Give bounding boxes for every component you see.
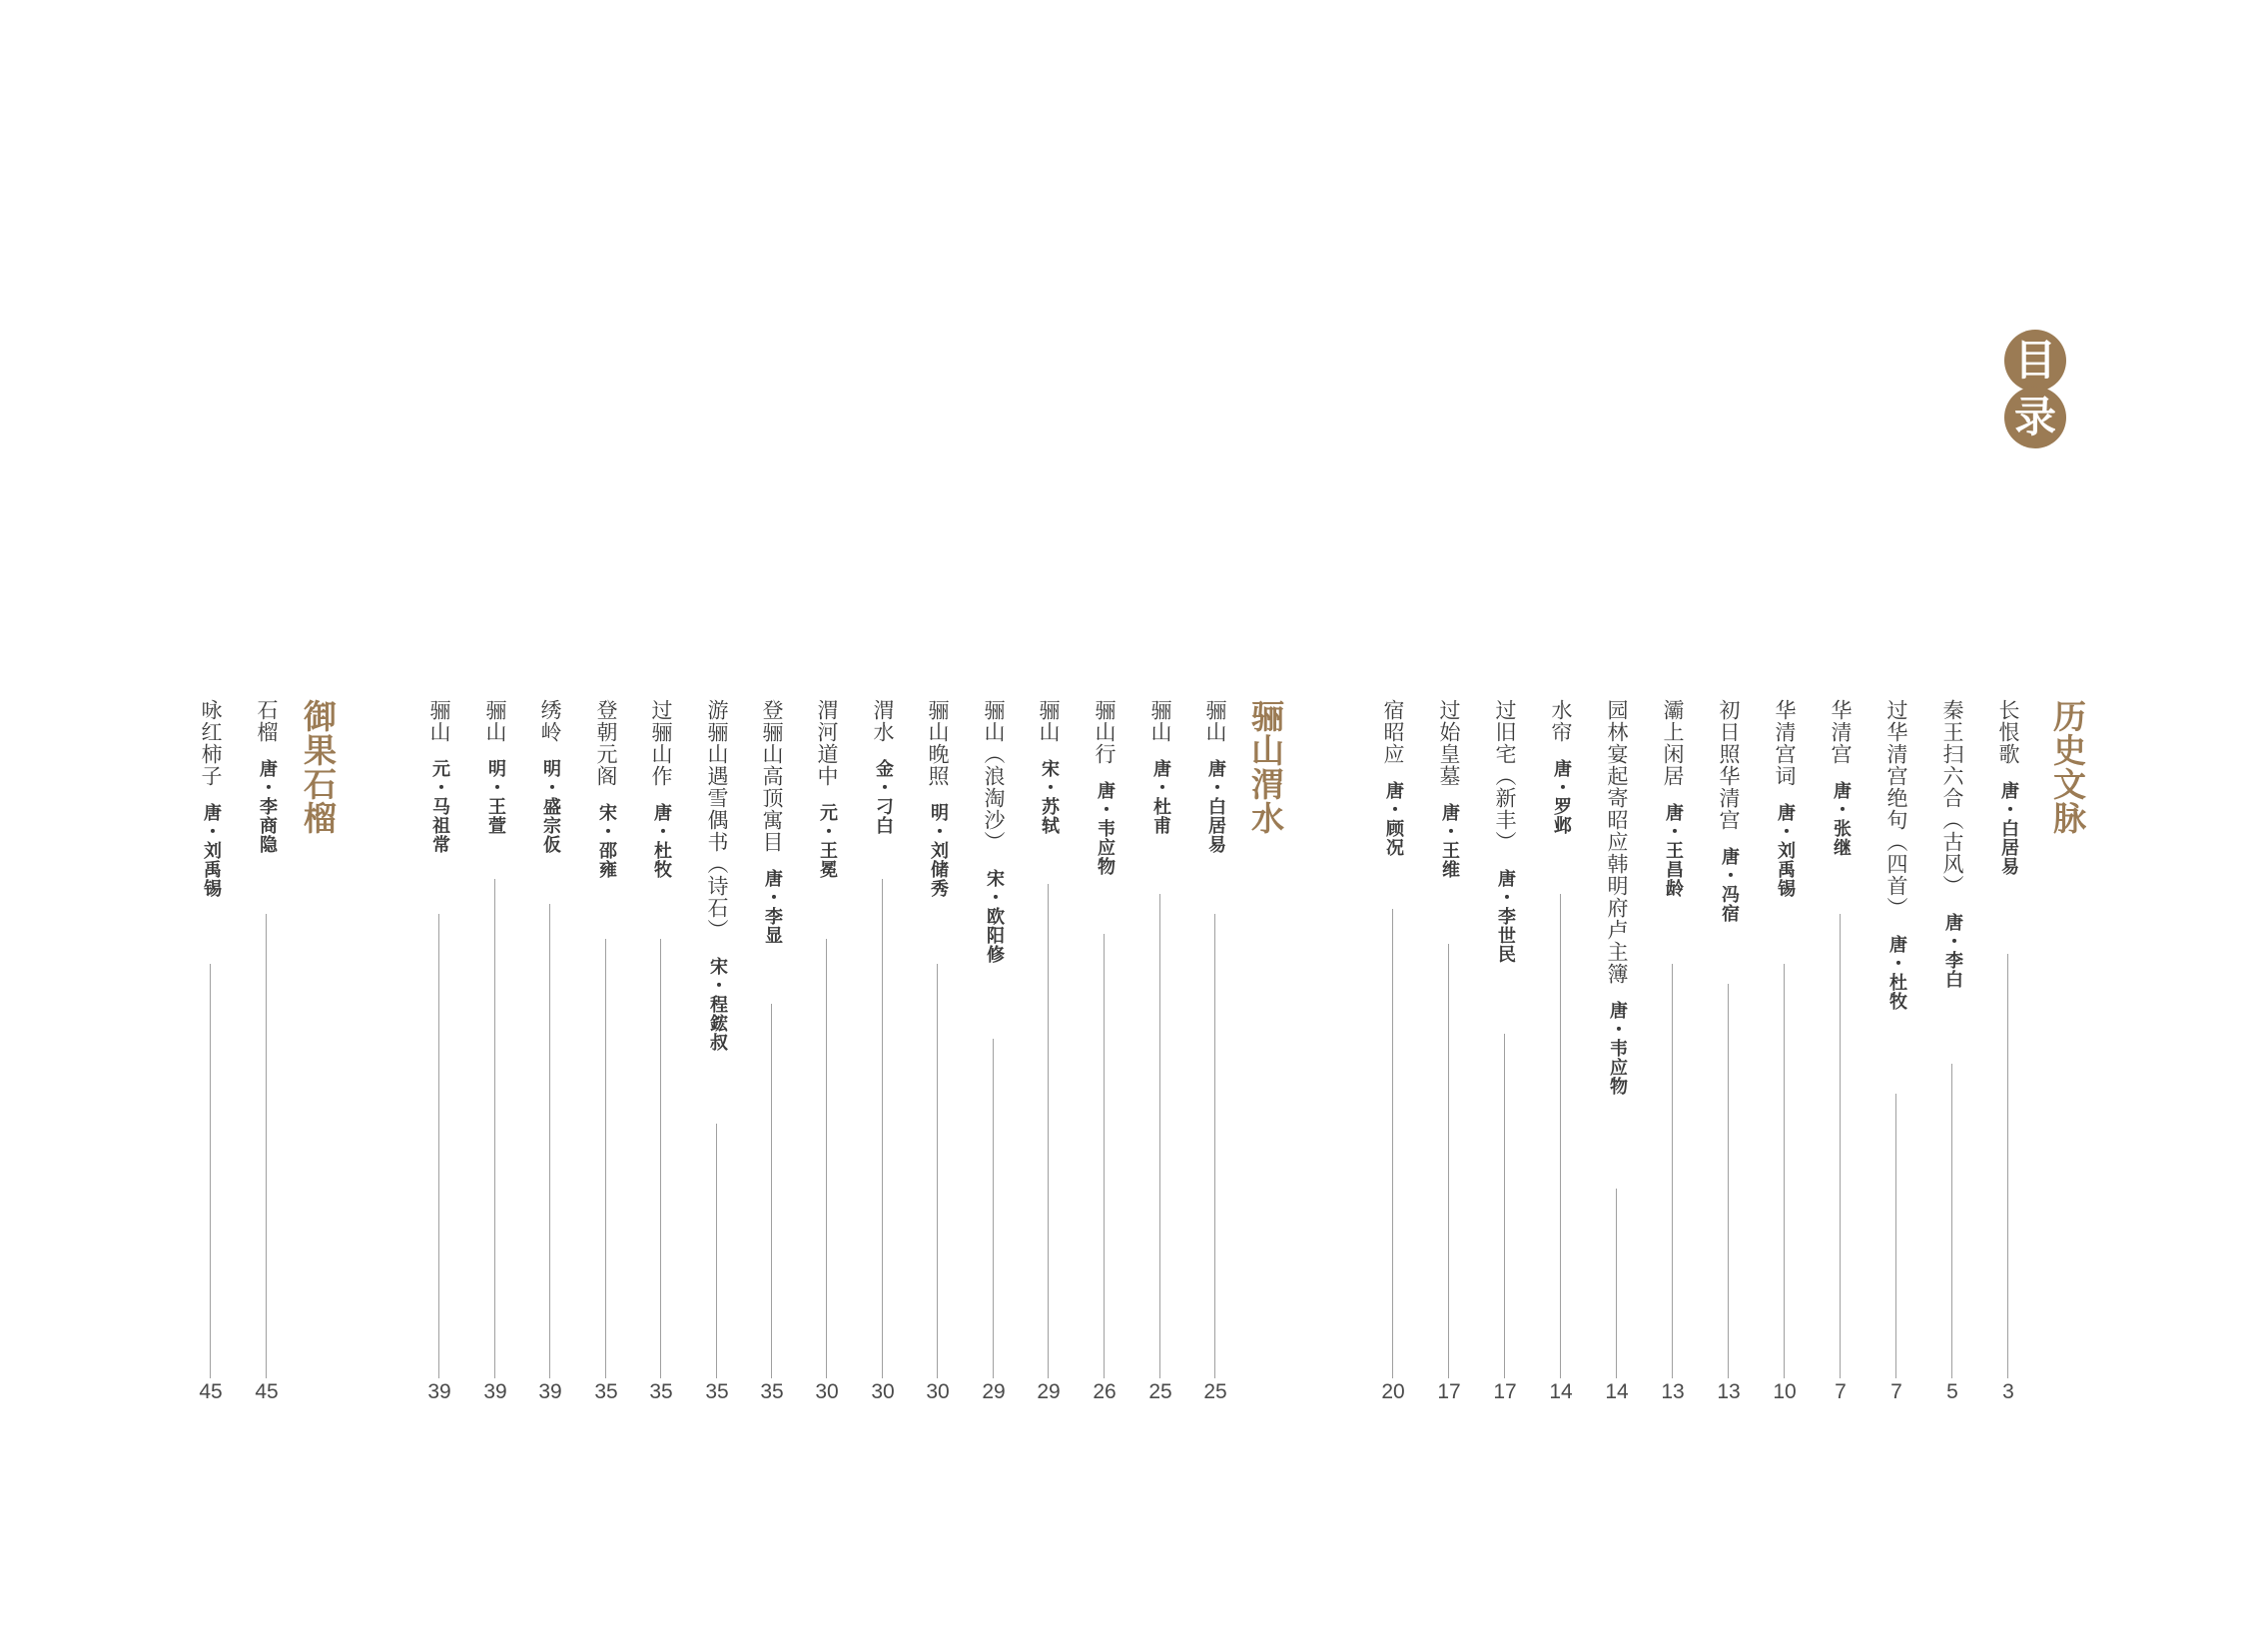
entry-title: 水帘 <box>1549 699 1573 743</box>
entry-title: 咏红柿子 <box>199 699 223 787</box>
page-number[interactable]: 5 <box>1946 1380 1958 1403</box>
page-number[interactable]: 30 <box>926 1380 950 1403</box>
entry-author: 唐・刘禹锡 <box>1775 803 1796 898</box>
leader-line <box>605 939 606 1378</box>
page-number[interactable]: 14 <box>1549 1380 1573 1403</box>
toc-entry[interactable] <box>916 699 960 898</box>
entry-author: 唐・李商隐 <box>257 759 278 854</box>
leader-line <box>210 964 211 1378</box>
entry-title: 骊山 <box>1037 699 1061 743</box>
toc-entry[interactable] <box>584 699 628 879</box>
page-number[interactable]: 13 <box>1717 1380 1741 1403</box>
leader-line <box>266 914 267 1378</box>
page-number[interactable]: 7 <box>1890 1380 1902 1403</box>
entry-author: 明・盛宗仮 <box>540 759 561 854</box>
entry-title: 华清宫词 <box>1773 699 1797 787</box>
toc-entry[interactable] <box>1138 699 1182 835</box>
entry-title: 华清宫 <box>1829 699 1853 765</box>
page-number[interactable]: 7 <box>1835 1380 1847 1403</box>
page-number[interactable]: 45 <box>255 1380 279 1403</box>
leader-line <box>993 1039 994 1378</box>
leader-line <box>660 939 661 1378</box>
leader-line <box>716 1124 717 1378</box>
entry-title: 骊山 <box>483 699 507 743</box>
page-number[interactable]: 20 <box>1381 1380 1405 1403</box>
leader-line <box>1728 984 1729 1378</box>
leader-line <box>771 1004 772 1378</box>
entry-author: 唐・李世民 <box>1495 869 1516 964</box>
entry-title: 宿昭应 <box>1381 699 1405 765</box>
toc-entry[interactable] <box>972 699 1016 964</box>
page-number[interactable]: 29 <box>1037 1380 1061 1403</box>
entry-title: 骊山行 <box>1093 699 1117 765</box>
entry-author: 唐・李白 <box>1942 913 1963 989</box>
page-number[interactable]: 25 <box>1203 1380 1227 1403</box>
entry-title: 长恨歌 <box>1996 699 2020 765</box>
page-number[interactable]: 35 <box>649 1380 673 1403</box>
entry-author: 宋・苏轼 <box>1039 759 1060 835</box>
leader-line <box>1560 894 1561 1378</box>
toc-entry[interactable] <box>1483 699 1527 964</box>
entry-title: 渭水 <box>871 699 895 743</box>
toc-entry[interactable] <box>189 699 233 898</box>
entry-title: 骊山 <box>1203 699 1227 743</box>
page-number[interactable]: 14 <box>1605 1380 1629 1403</box>
title-char-lu: 录 <box>2004 387 2066 448</box>
entry-title: 石榴 <box>255 699 279 743</box>
toc-entry[interactable] <box>1930 699 1974 989</box>
entry-title: 园林宴起寄昭应韩明府卢主簿 <box>1605 699 1629 985</box>
toc-entry[interactable] <box>417 699 461 854</box>
entry-author: 唐・罗邺 <box>1551 759 1572 835</box>
toc-entry[interactable] <box>1539 699 1583 835</box>
page-number[interactable]: 30 <box>871 1380 895 1403</box>
toc-entry[interactable] <box>805 699 849 879</box>
page-number[interactable]: 17 <box>1437 1380 1461 1403</box>
entry-author: 唐・冯宿 <box>1719 847 1740 923</box>
toc-entry[interactable] <box>1371 699 1415 857</box>
entry-author: 唐・刘禹锡 <box>201 803 222 898</box>
toc-entry[interactable] <box>1986 699 2030 876</box>
page-number[interactable]: 26 <box>1093 1380 1117 1403</box>
leader-line <box>826 939 827 1378</box>
entry-title: 初日照华清宫 <box>1717 699 1741 831</box>
leader-line <box>1784 964 1785 1378</box>
entry-title: 骊山 <box>427 699 451 743</box>
entry-title: 灞上闲居 <box>1661 699 1685 787</box>
page-number[interactable]: 35 <box>594 1380 618 1403</box>
toc-entry[interactable] <box>1595 699 1639 1096</box>
entry-title: 游骊山遇雪偶书（诗石） <box>705 699 729 941</box>
leader-line <box>2007 954 2008 1378</box>
toc-entry[interactable] <box>1193 699 1237 854</box>
entry-author: 宋・邵雍 <box>596 803 617 879</box>
page-number[interactable]: 10 <box>1773 1380 1797 1403</box>
toc-entry[interactable] <box>695 699 739 1052</box>
toc-entry[interactable] <box>1427 699 1471 879</box>
page-number[interactable]: 25 <box>1148 1380 1172 1403</box>
leader-line <box>1448 944 1449 1378</box>
entry-author: 唐・杜牧 <box>651 803 672 879</box>
entry-author: 元・马祖常 <box>429 759 450 854</box>
page-number[interactable]: 17 <box>1493 1380 1517 1403</box>
leader-line <box>1840 914 1841 1378</box>
entry-author: 明・王萱 <box>485 759 506 835</box>
entry-author: 唐・杜甫 <box>1150 759 1171 835</box>
entry-title: 过华清宫绝句（四首） <box>1884 699 1908 919</box>
toc-entry[interactable] <box>750 699 794 945</box>
entry-author: 唐・白居易 <box>1998 781 2019 876</box>
toc-entry[interactable] <box>528 699 572 854</box>
entry-title: 登朝元阁 <box>594 699 618 787</box>
toc-entry[interactable] <box>639 699 683 879</box>
section-heading-pomegranate: 御果石榴 <box>299 699 338 835</box>
toc-title-badge <box>2004 330 2066 443</box>
entry-title: 过骊山作 <box>649 699 673 787</box>
page-number[interactable]: 35 <box>760 1380 784 1403</box>
page-number[interactable]: 39 <box>538 1380 562 1403</box>
leader-line <box>549 904 550 1378</box>
entry-title: 秦王扫六合（古风） <box>1940 699 1964 897</box>
toc-entry[interactable] <box>1763 699 1807 898</box>
entry-title: 骊山（浪淘沙） <box>982 699 1006 853</box>
leader-line <box>1672 964 1673 1378</box>
leader-line <box>1048 884 1049 1378</box>
entry-author: 唐・白居易 <box>1205 759 1226 854</box>
entry-author: 金・刁白 <box>873 759 894 835</box>
leader-line <box>882 879 883 1378</box>
entry-title: 过始皇墓 <box>1437 699 1461 787</box>
entry-author: 宋・欧阳修 <box>984 869 1005 964</box>
entry-author: 宋・程鋐叔 <box>707 957 728 1052</box>
entry-title: 骊山 <box>1148 699 1172 743</box>
entry-title: 骊山晚照 <box>926 699 950 787</box>
leader-line <box>1504 1034 1505 1378</box>
leader-line <box>1616 1189 1617 1378</box>
entry-author: 唐・王昌龄 <box>1663 803 1684 898</box>
leader-line <box>494 879 495 1378</box>
title-char-mu: 目 <box>2004 330 2066 392</box>
leader-line <box>937 964 938 1378</box>
entry-author: 唐・王维 <box>1439 803 1460 879</box>
toc-entry[interactable] <box>1027 699 1071 835</box>
entry-author: 明・刘储秀 <box>928 803 949 898</box>
leader-line <box>1895 1094 1896 1378</box>
page-number[interactable]: 29 <box>982 1380 1006 1403</box>
page-number[interactable]: 30 <box>815 1380 839 1403</box>
entry-author: 唐・顾况 <box>1383 781 1404 857</box>
entry-author: 唐・韦应物 <box>1607 1001 1628 1096</box>
entry-title: 绣岭 <box>538 699 562 743</box>
entry-author: 唐・韦应物 <box>1095 781 1116 876</box>
toc-entry[interactable] <box>473 699 517 835</box>
entry-title: 登骊山高顶寓目 <box>760 699 784 853</box>
toc-entry[interactable] <box>1707 699 1751 923</box>
page-number[interactable]: 3 <box>2002 1380 2014 1403</box>
page-number[interactable]: 45 <box>199 1380 223 1403</box>
entry-title: 渭河道中 <box>815 699 839 787</box>
toc-entry[interactable] <box>1651 699 1695 898</box>
entry-author: 唐・张继 <box>1831 781 1852 857</box>
page-number[interactable]: 35 <box>705 1380 729 1403</box>
entry-title: 过旧宅（新丰） <box>1493 699 1517 853</box>
page-number[interactable]: 39 <box>483 1380 507 1403</box>
entry-author: 元・王冕 <box>817 803 838 879</box>
toc-entry[interactable] <box>861 699 905 835</box>
toc-entry[interactable] <box>1819 699 1863 857</box>
section-heading-history: 历史文脉 <box>2048 699 2087 835</box>
toc-entry[interactable] <box>1874 699 1918 1011</box>
leader-line <box>1214 914 1215 1378</box>
entry-author: 唐・杜牧 <box>1886 935 1907 1011</box>
leader-line <box>438 914 439 1378</box>
leader-line <box>1392 909 1393 1378</box>
leader-line <box>1159 894 1160 1378</box>
section-heading-lishan: 骊山渭水 <box>1246 699 1285 835</box>
leader-line <box>1951 1064 1952 1378</box>
toc-entry[interactable] <box>1083 699 1126 876</box>
entry-author: 唐・李显 <box>762 869 783 945</box>
leader-line <box>1104 934 1105 1378</box>
page-number[interactable]: 13 <box>1661 1380 1685 1403</box>
page-number[interactable]: 39 <box>427 1380 451 1403</box>
toc-entry[interactable] <box>245 699 289 854</box>
